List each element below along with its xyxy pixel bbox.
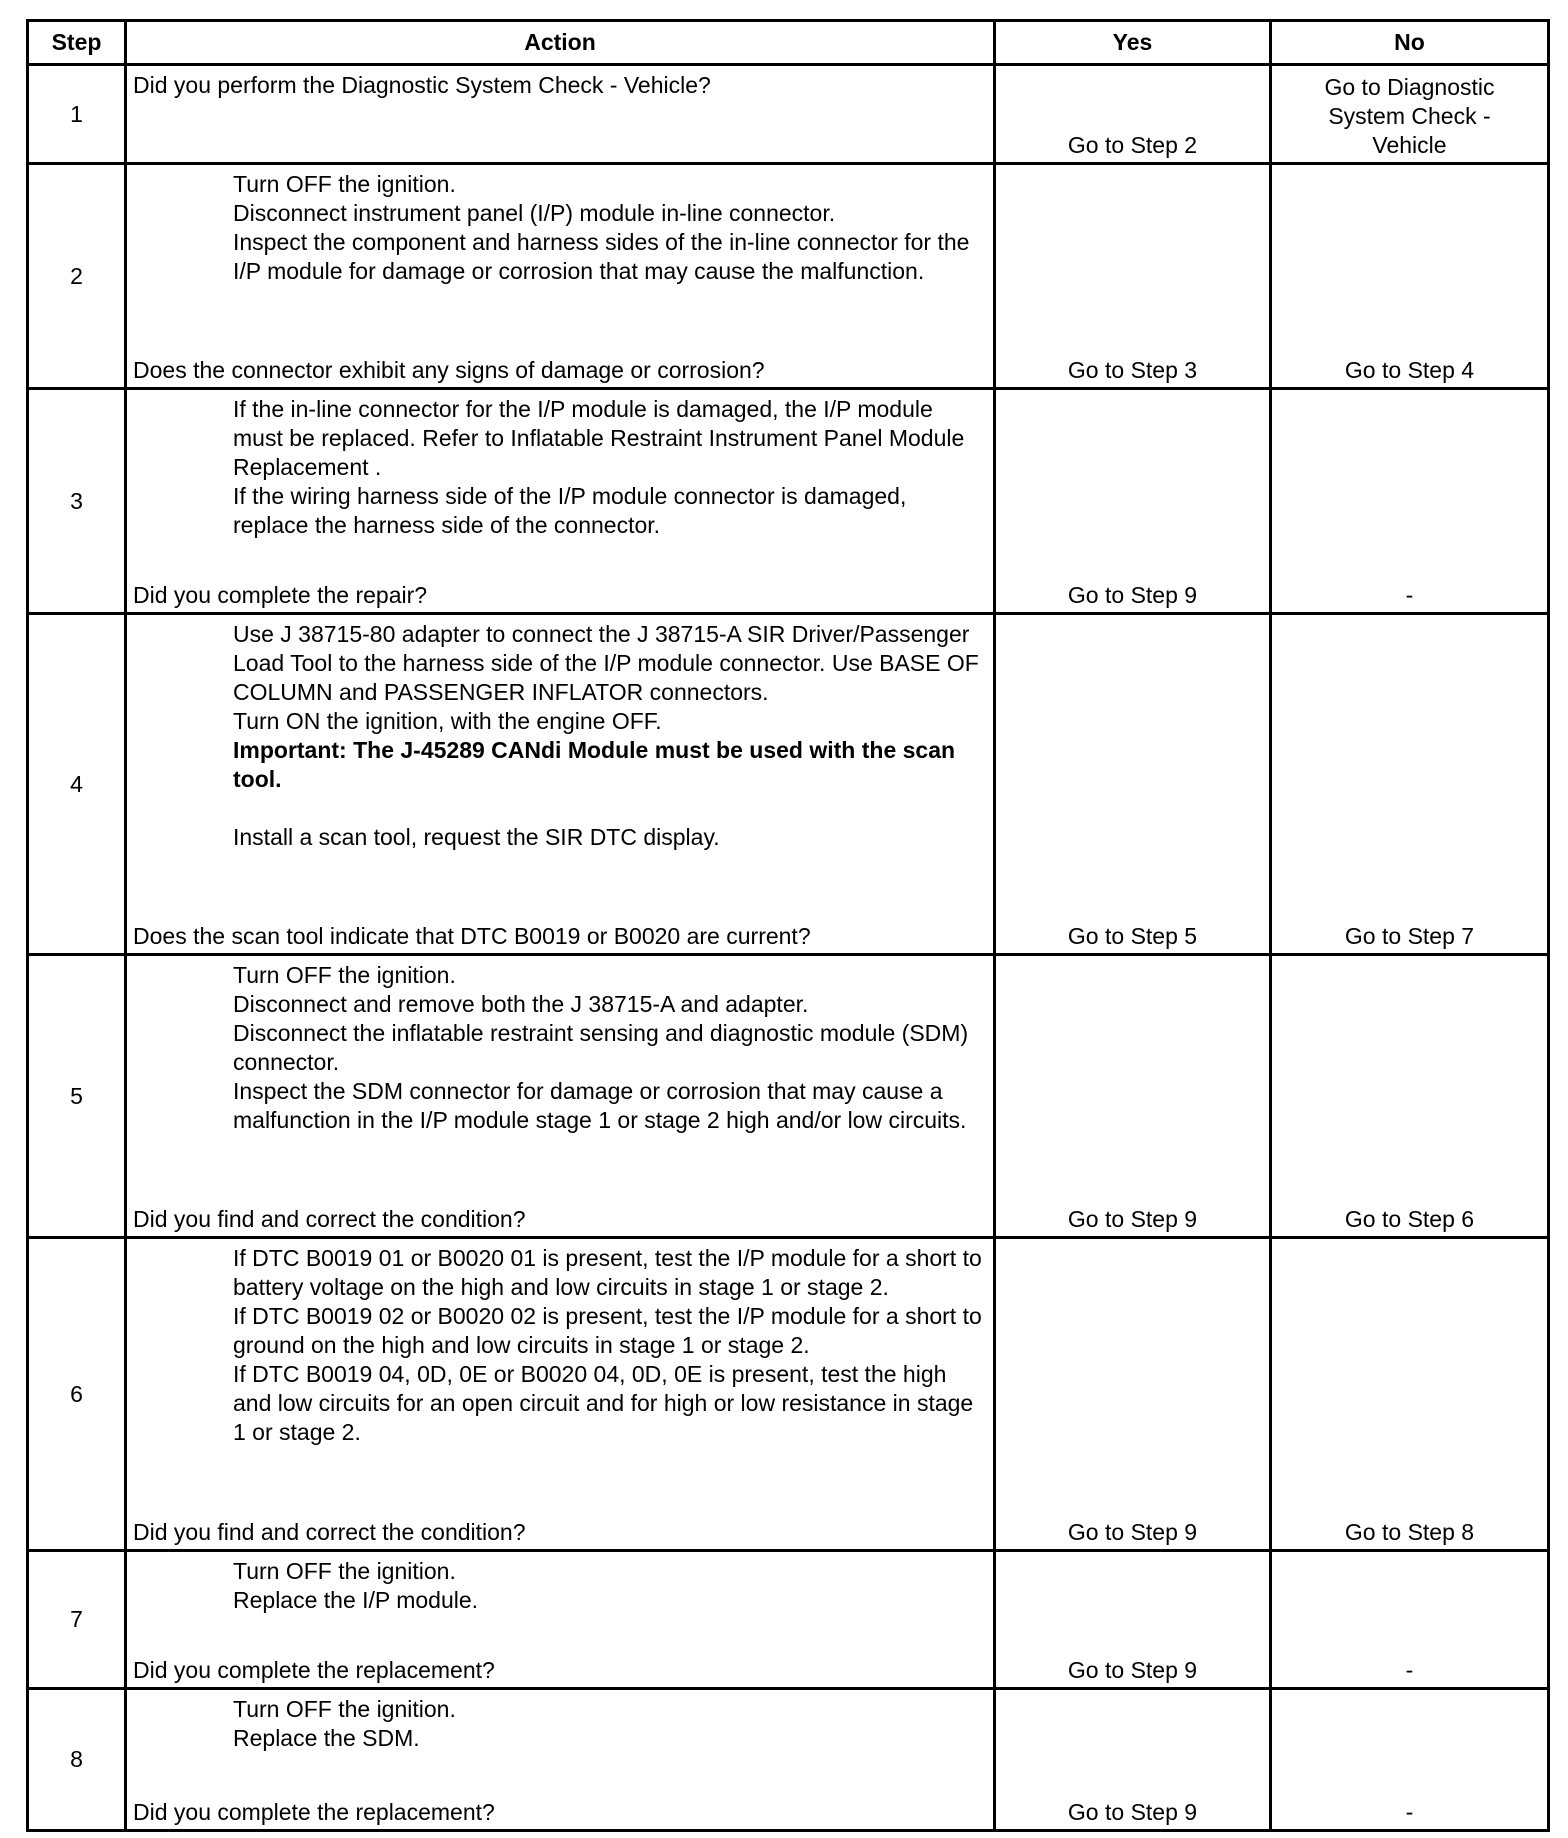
instruction: Turn ON the ignition, with the engine OFF.: [233, 708, 662, 734]
table-row: [28, 1689, 1549, 1831]
yes-result: Go to Step 9: [995, 1551, 1271, 1689]
table-row: [28, 164, 1549, 389]
question: Did you perform the Diagnostic System Check - Vehicle?: [133, 72, 711, 98]
instruction: Turn OFF the ignition.: [233, 962, 456, 988]
no-result: Go to Step 8: [1271, 1238, 1549, 1551]
yes-result: Go to Step 5: [995, 614, 1271, 955]
table-row: [28, 955, 1549, 1238]
instruction: Install a scan tool, request the SIR DTC display.: [233, 824, 720, 850]
no-result: Go to Step 4: [1271, 164, 1549, 389]
no-result: Go to Diagnostic System Check - Vehicle: [1271, 65, 1549, 164]
question: Did you find and correct the condition?: [133, 1519, 526, 1545]
question: Does the scan tool indicate that DTC B0019 or B0020 are current?: [133, 923, 811, 949]
instruction: Inspect the SDM connector for damage or corrosion that may cause a malfunction in the I/P module stage 1 or stage 2 high and/or low circuits.: [233, 1078, 967, 1133]
instruction: Turn OFF the ignition.: [233, 1558, 456, 1584]
instruction: If DTC B0019 04, 0D, 0E or B0020 04, 0D, 0E is present, test the high and low circuits for an open circuit and for high or low resistance in stage 1 or stage 2.: [233, 1361, 974, 1445]
diagnostic-table: [26, 19, 1550, 1832]
action-cell: [126, 614, 995, 955]
instruction: Replace the I/P module.: [233, 1587, 479, 1613]
step-number: 5: [28, 955, 126, 1238]
yes-result: Go to Step 2: [995, 65, 1271, 164]
step-number: 2: [28, 164, 126, 389]
instruction: If DTC B0019 01 or B0020 01 is present, test the I/P module for a short to battery voltage on the high and low circuits in stage 1 or stage 2.: [233, 1245, 982, 1300]
step-number: 7: [28, 1551, 126, 1689]
question: Did you complete the replacement?: [133, 1657, 495, 1683]
step-number: 4: [28, 614, 126, 955]
no-result: Go to Step 6: [1271, 955, 1549, 1238]
instruction: Use J 38715-80 adapter to connect the J 38715-A SIR Driver/Passenger Load Tool to the harness side of the I/P module connector. Use BASE OF COLUMN and PASSENGER INFLATOR connectors.: [233, 621, 979, 705]
instruction: Replace the SDM.: [233, 1725, 420, 1751]
no-result: -: [1271, 1689, 1549, 1831]
header-yes: Yes: [995, 21, 1271, 65]
header-step: Step: [28, 21, 126, 65]
instruction: Inspect the component and harness sides of the in-line connector for the I/P module for damage or corrosion that may cause the malfunction.: [233, 229, 970, 284]
instruction: Disconnect instrument panel (I/P) module in-line connector.: [233, 200, 836, 226]
yes-result: Go to Step 3: [995, 164, 1271, 389]
question: Did you complete the repair?: [133, 582, 428, 608]
step-number: 1: [28, 65, 126, 164]
instruction: If DTC B0019 02 or B0020 02 is present, test the I/P module for a short to ground on the high and low circuits in stage 1 or stage 2.: [233, 1303, 982, 1358]
action-cell: [126, 955, 995, 1238]
yes-result: Go to Step 9: [995, 389, 1271, 614]
action-cell: [126, 65, 995, 164]
no-result: -: [1271, 1551, 1549, 1689]
table-row: [28, 1238, 1549, 1551]
instruction: Turn OFF the ignition.: [233, 171, 456, 197]
important-note: Important: The J-45289 CANdi Module must be used with the scan tool.: [233, 737, 956, 792]
no-result: Go to Step 7: [1271, 614, 1549, 955]
action-cell: [126, 164, 995, 389]
action-cell: [126, 389, 995, 614]
action-cell: [126, 1689, 995, 1831]
instruction: If the in-line connector for the I/P module is damaged, the I/P module must be replaced. Refer to Inflatable Restraint Instrument Panel Module Replacement .: [233, 396, 965, 480]
header-row: [28, 21, 1549, 65]
action-cell: [126, 1238, 995, 1551]
table-row: [28, 614, 1549, 955]
yes-result: Go to Step 9: [995, 955, 1271, 1238]
instruction: Disconnect the inflatable restraint sensing and diagnostic module (SDM) connector.: [233, 1020, 969, 1075]
header-action: Action: [126, 21, 995, 65]
question: Did you find and correct the condition?: [133, 1206, 526, 1232]
step-number: 6: [28, 1238, 126, 1551]
table-row: [28, 389, 1549, 614]
step-number: 3: [28, 389, 126, 614]
question: Did you complete the replacement?: [133, 1799, 495, 1825]
header-no: No: [1271, 21, 1549, 65]
no-result: -: [1271, 389, 1549, 614]
instruction: If the wiring harness side of the I/P module connector is damaged, replace the harness side of the connector.: [233, 483, 907, 538]
table-row: [28, 65, 1549, 164]
yes-result: Go to Step 9: [995, 1689, 1271, 1831]
question: Does the connector exhibit any signs of damage or corrosion?: [133, 357, 765, 383]
table-row: [28, 1551, 1549, 1689]
instruction: Disconnect and remove both the J 38715-A and adapter.: [233, 991, 809, 1017]
action-cell: [126, 1551, 995, 1689]
step-number: 8: [28, 1689, 126, 1831]
yes-result: Go to Step 9: [995, 1238, 1271, 1551]
instruction: Turn OFF the ignition.: [233, 1696, 456, 1722]
